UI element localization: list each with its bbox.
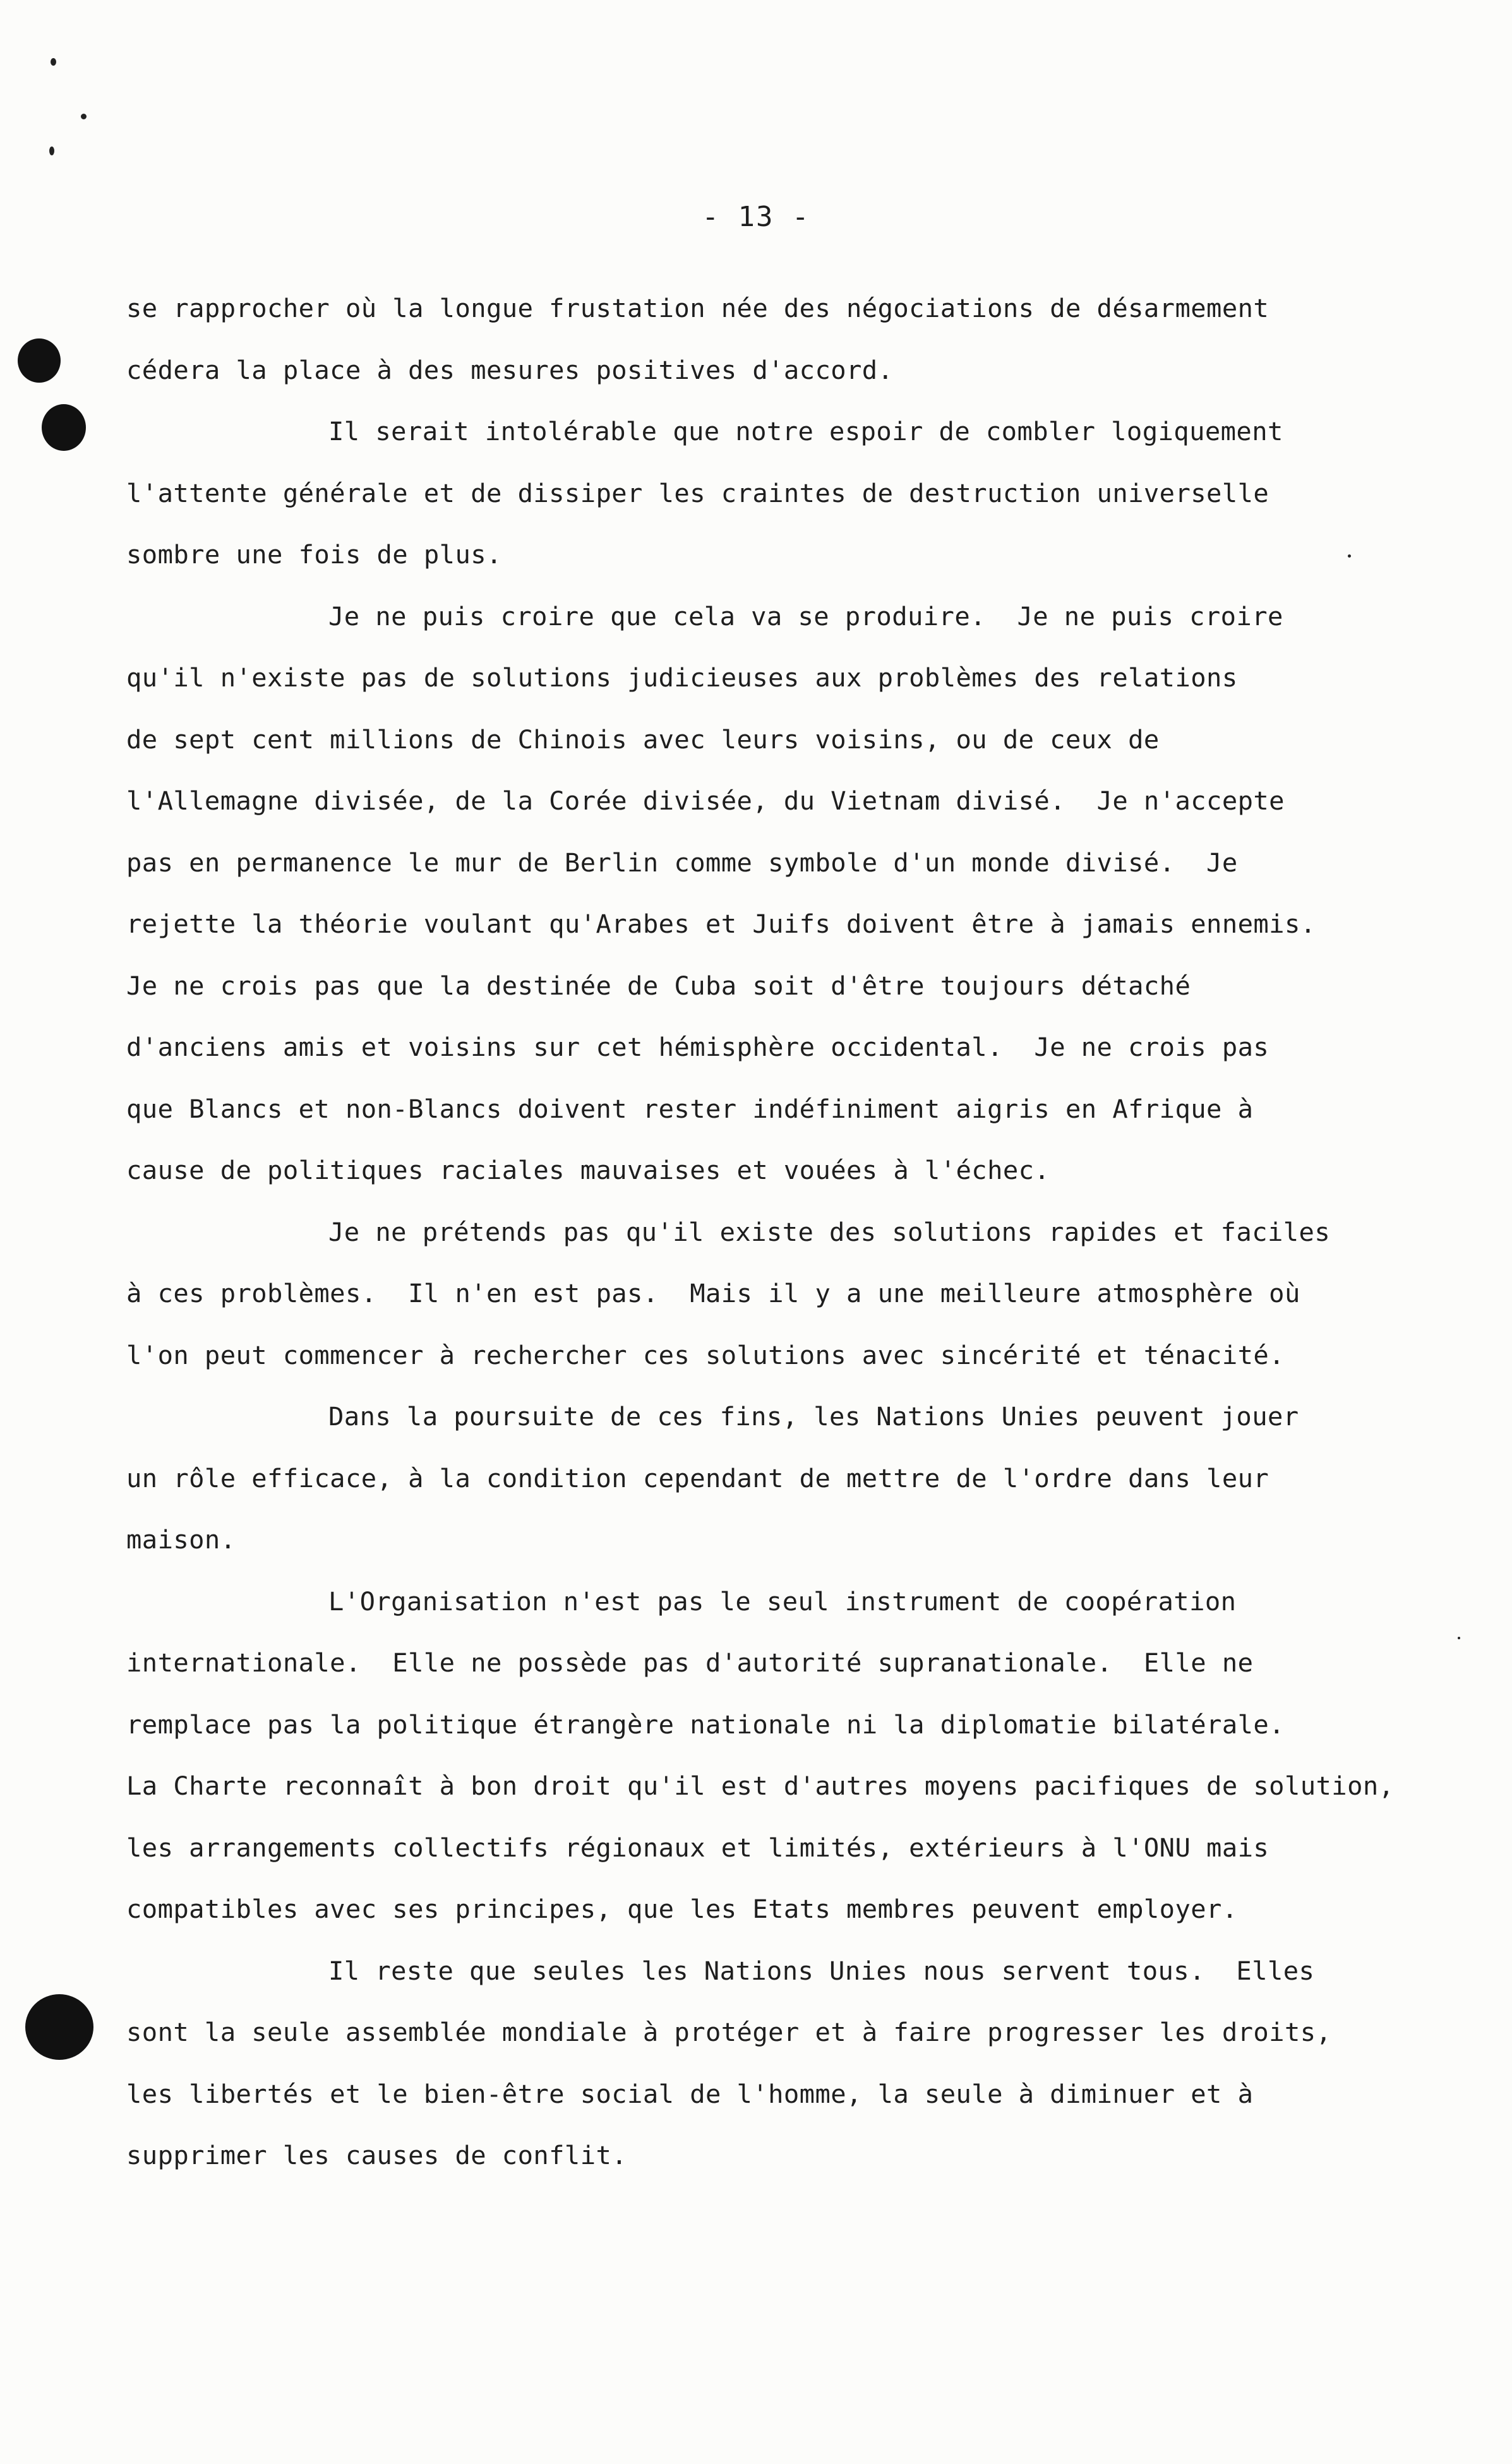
paragraph-4 xyxy=(126,1202,1389,1387)
text-line: supprimer les causes de conflit. xyxy=(126,2140,628,2170)
text-line: à ces problèmes. Il n'en est pas. Mais il y a une meilleure atmosphère où xyxy=(126,1278,1300,1308)
text-line: rejette la théorie voulant qu'Arabes et Juifs doivent être à jamais ennemis. xyxy=(126,909,1316,939)
text-line: remplace pas la politique étrangère nationale ni la diplomatie bilatérale. xyxy=(126,1709,1285,1740)
text-line: Je ne puis croire que cela va se produire. Je ne puis croire xyxy=(328,601,1283,631)
paragraph-6 xyxy=(126,1571,1395,1941)
text-line: Je ne prétends pas qu'il existe des solutions rapides et faciles xyxy=(328,1216,1331,1247)
text-line: cause de politiques raciales mauvaises et vouées à l'échec. xyxy=(126,1155,1050,1185)
text-line: les libertés et le bien-être social de l'homme, la seule à diminuer et à xyxy=(126,2078,1254,2109)
text-line: pas en permanence le mur de Berlin comme symbole d'un monde divisé. Je xyxy=(126,847,1238,878)
text-line: l'on peut commencer à rechercher ces solutions avec sincérité et ténacité. xyxy=(126,1339,1285,1370)
paragraph-3 xyxy=(126,586,1389,1202)
text-line: Dans la poursuite de ces fins, les Nations Unies peuvent jouer xyxy=(328,1401,1299,1432)
text-line: compatibles avec ses principes, que les Etats membres peuvent employer. xyxy=(126,1894,1238,1924)
scan-speck xyxy=(81,114,87,119)
text-line: de sept cent millions de Chinois avec leurs voisins, ou de ceux de xyxy=(126,724,1160,755)
text-line: maison. xyxy=(126,1524,236,1555)
text-line: L'Organisation n'est pas le seul instrument de coopération xyxy=(328,1586,1237,1617)
text-line: cédera la place à des mesures positives d'accord. xyxy=(126,354,894,385)
text-line: sombre une fois de plus. xyxy=(126,539,502,570)
text-line: l'Allemagne divisée, de la Corée divisée, du Vietnam divisé. Je n'accepte xyxy=(126,786,1285,816)
scan-speck xyxy=(51,58,56,66)
text-line: sont la seule assemblée mondiale à protéger et à faire progresser les droits, xyxy=(126,2017,1332,2047)
paragraph-2 xyxy=(126,401,1389,586)
text-line: un rôle efficace, à la condition cependant de mettre de l'ordre dans leur xyxy=(126,1462,1269,1493)
text-line: les arrangements collectifs régionaux et limités, extérieurs à l'ONU mais xyxy=(126,1832,1269,1863)
paragraph-1 xyxy=(126,278,1389,401)
paragraph-7 xyxy=(126,1941,1389,2187)
punch-hole-mark xyxy=(42,404,86,451)
document-body xyxy=(126,278,1395,2187)
text-line: internationale. Elle ne possède pas d'autorité supranationale. Elle ne xyxy=(126,1648,1254,1678)
text-line: qu'il n'existe pas de solutions judicieuses aux problèmes des relations xyxy=(126,662,1238,693)
text-line: La Charte reconnaît à bon droit qu'il est d'autres moyens pacifiques de solution, xyxy=(126,1771,1395,1801)
punch-hole-mark xyxy=(25,1994,93,2060)
punch-hole-mark xyxy=(18,338,61,383)
paragraph-5 xyxy=(126,1386,1389,1571)
scan-speck xyxy=(49,147,54,155)
scan-speck xyxy=(1458,1637,1460,1639)
text-line: que Blancs et non-Blancs doivent rester indéfiniment aigris en Afrique à xyxy=(126,1093,1254,1124)
text-line: Il reste que seules les Nations Unies nous servent tous. Elles xyxy=(328,1955,1315,1986)
page-number: - 13 - xyxy=(702,201,810,233)
text-line: se rapprocher où la longue frustation née des négociations de désarmement xyxy=(126,293,1269,323)
text-line: Il serait intolérable que notre espoir de combler logiquement xyxy=(328,416,1283,446)
text-line: Je ne crois pas que la destinée de Cuba soit d'être toujours détaché xyxy=(126,970,1191,1001)
text-line: l'attente générale et de dissiper les craintes de destruction universelle xyxy=(126,477,1269,508)
text-line: d'anciens amis et voisins sur cet hémisphère occidental. Je ne crois pas xyxy=(126,1032,1269,1062)
